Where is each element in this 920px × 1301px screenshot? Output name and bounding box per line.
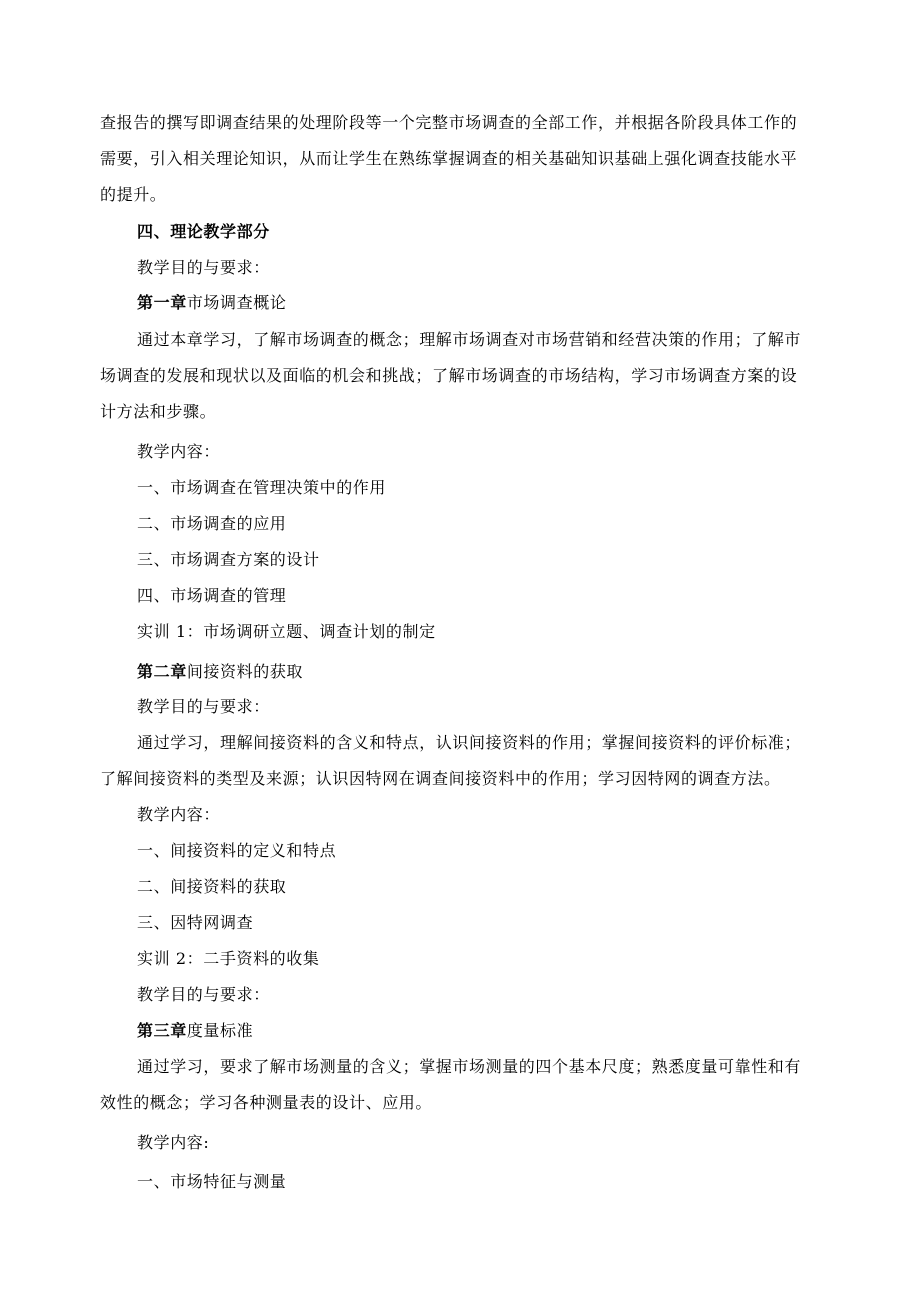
list-item: 四、市场调查的管理 bbox=[137, 586, 287, 605]
body-text-line: 教学目的与要求： bbox=[137, 697, 270, 716]
body-text-line: 通过学习，理解间接资料的含义和特点，认识间接资料的作用；掌握间接资料的评价标准； bbox=[137, 733, 802, 752]
section-heading: 四、理论教学部分 bbox=[137, 222, 270, 241]
chapter-heading: 第三章度量标准 bbox=[137, 1021, 254, 1040]
body-text-line: 计方法和步骤。 bbox=[100, 402, 217, 421]
body-text-line: 教学目的与要求： bbox=[137, 258, 270, 277]
body-text-line: 了解间接资料的类型及来源；认识因特网在调查间接资料中的作用；学习因特网的调查方法。 bbox=[100, 769, 781, 788]
body-text-line: 通过本章学习，了解市场调查的概念；理解市场调查对市场营销和经营决策的作用；了解市 bbox=[137, 330, 802, 349]
chapter-heading: 第二章间接资料的获取 bbox=[137, 662, 304, 681]
body-text-line: 教学内容： bbox=[137, 442, 221, 461]
list-item: 一、市场调查在管理决策中的作用 bbox=[137, 478, 387, 497]
body-text-line: 效性的概念；学习各种测量表的设计、应用。 bbox=[100, 1093, 433, 1112]
list-item: 二、市场调查的应用 bbox=[137, 514, 287, 533]
body-text-line: 场调查的发展和现状以及面临的机会和挑战；了解市场调查的市场结构，学习市场调查方案的设 bbox=[100, 366, 798, 385]
list-item: 一、市场特征与测量 bbox=[137, 1172, 287, 1191]
body-text-line: 的提升。 bbox=[100, 185, 167, 204]
list-item: 三、因特网调查 bbox=[137, 913, 254, 932]
body-text-line: 通过学习，要求了解市场测量的含义；掌握市场测量的四个基本尺度；熟悉度量可靠性和有 bbox=[137, 1057, 802, 1076]
list-item: 二、间接资料的获取 bbox=[137, 877, 287, 896]
body-text-line: 教学目的与要求： bbox=[137, 985, 270, 1004]
body-text-line: 教学内容: bbox=[137, 1133, 210, 1152]
chapter-heading: 第一章市场调查概论 bbox=[137, 293, 287, 312]
list-item: 三、市场调查方案的设计 bbox=[137, 550, 320, 569]
body-text-line: 实训 2：二手资料的收集 bbox=[137, 949, 320, 968]
body-text-line: 实训 1：市场调研立题、调查计划的制定 bbox=[137, 622, 436, 641]
body-text-line: 查报告的撰写即调查结果的处理阶段等一个完整市场调查的全部工作，并根据各阶段具体工作的 bbox=[100, 113, 798, 132]
list-item: 一、间接资料的定义和特点 bbox=[137, 841, 337, 860]
body-text-line: 教学内容： bbox=[137, 805, 221, 824]
body-text-line: 需要，引入相关理论知识，从而让学生在熟练掌握调查的相关基础知识基础上强化调查技能水平 bbox=[100, 149, 798, 168]
